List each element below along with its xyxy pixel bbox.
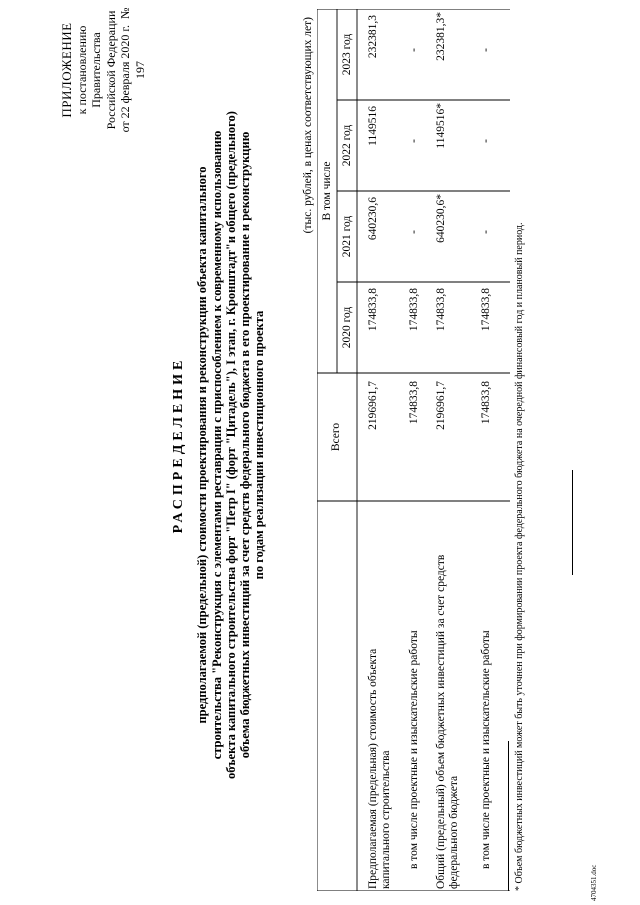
cell-total: 174833,8 (408, 381, 420, 425)
row-label-budget-investment: Общий (предельный) объем бюджетных инвестиций за счет средств федерального бюджета (435, 554, 460, 889)
cell-total: 2196961,7 (367, 381, 379, 430)
cell-total: 174833,8 (480, 381, 492, 425)
cell-2021: 640230,6* (435, 194, 447, 243)
cell-2022: - (480, 139, 492, 143)
cell-2020: 174833,8 (480, 288, 492, 332)
row-label-design-works: в том числе проектные и изыскательские работы (480, 630, 492, 869)
document-title: РАСПРЕДЕЛЕНИЕ (171, 356, 186, 534)
header-total: Всего (330, 422, 342, 452)
cell-2023: - (408, 48, 420, 52)
header-year-2021: 2021 год (341, 215, 353, 258)
header-year-2022: 2022 год (341, 124, 353, 167)
header-year-2020: 2020 год (341, 306, 353, 349)
cell-2023: 232381,3 (367, 15, 379, 59)
cell-total: 2196961,7 (435, 381, 447, 430)
distribution-table (317, 9, 510, 891)
document-subtitle: предполагаемой (предельной) стоимости проектирования и реконструкции объекта капитального строительства "Реконструкция с элементами реставрации с приспособлением к современному использованию объекта капитального строительства форт "Петр I" (форт "Цитадель"), I этап, г. Кронштадт"и общего (предельного) объема бюджетных инвестиций за счет средств федерального бюджета в его проектирование и реконструкцию по годам реализации инвестиционного проекта (195, 111, 267, 779)
cell-2022: 1149516* (435, 103, 447, 149)
cell-2022: - (408, 139, 420, 143)
title-block (172, 80, 267, 810)
footnote-divider (508, 741, 509, 891)
appendix-number: № 197 (118, 7, 147, 79)
cell-2020: 174833,8 (367, 288, 379, 332)
cell-2021: 640230,6 (367, 197, 379, 241)
header-year-2023: 2023 год (341, 33, 353, 76)
header-group: В том числе (321, 161, 333, 221)
units-note: (тыс. рублей, в ценах соответствующих лет) (302, 17, 314, 234)
appendix-header (60, 5, 147, 135)
row-label-design-works: в том числе проектные и изыскательские работы (408, 630, 420, 869)
file-reference: 4704351.doc (590, 864, 598, 901)
closing-divider (572, 470, 573, 575)
cell-2021: - (480, 230, 492, 234)
cell-2023: 232381,3* (435, 12, 447, 61)
cell-2022: 1149516 (367, 106, 379, 146)
appendix-date: от 22 февраля 2020 г. (118, 25, 132, 133)
cell-2020: 174833,8 (408, 288, 420, 332)
appendix-title: ПРИЛОЖЕНИЕ (59, 22, 74, 118)
cell-2021: - (408, 230, 420, 234)
cell-2020: 174833,8 (435, 288, 447, 332)
footnote: * Объем бюджетных инвестиций может быть уточнен при формировании проекта федерального бюджета на очередной финансовый год и плановый период. (514, 222, 525, 891)
row-label-estimated-cost: Предполагаемая (предельная) стоимость объекта капитального строительства (367, 648, 392, 889)
appendix-line-1: к постановлению Правительства (74, 25, 103, 115)
cell-2023: - (480, 48, 492, 52)
appendix-line-2: Российской Федерации (103, 10, 118, 130)
